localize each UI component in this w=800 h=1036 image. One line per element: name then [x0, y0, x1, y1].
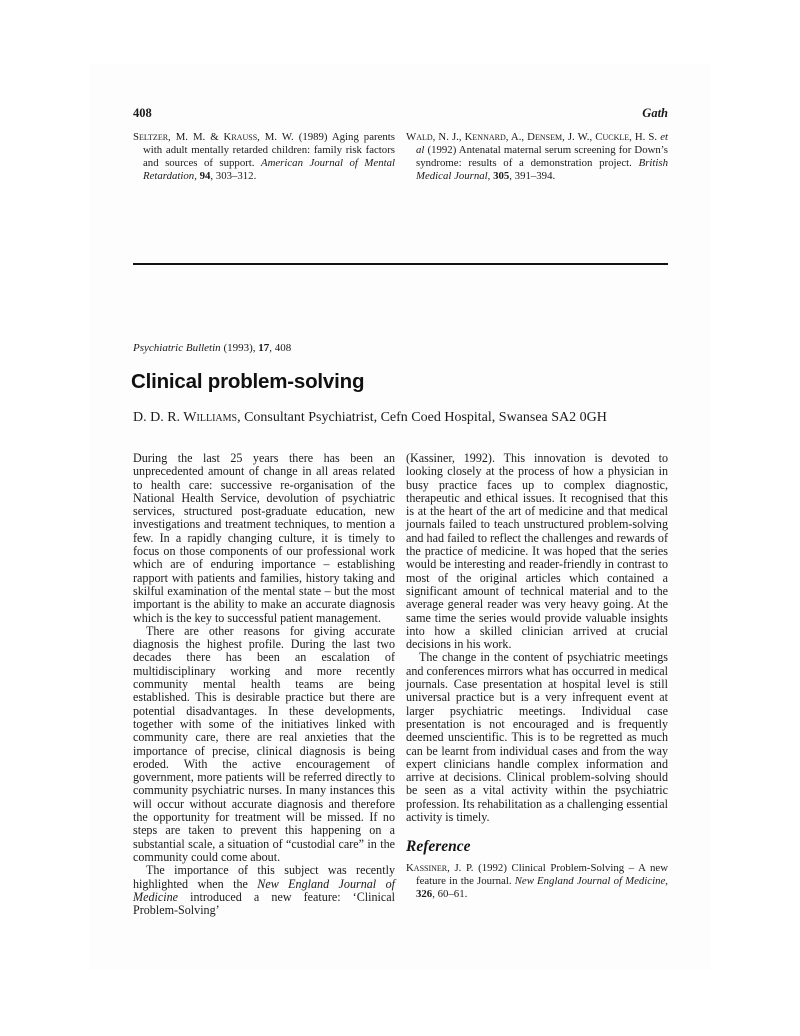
reference-entry: Seltzer, M. M. & Krauss, M. W. (1989) Aging parents with adult mentally retarded children: family risk factors and sources of support. American Journal of Mental Retardation, 94, 303–312.: [133, 131, 395, 182]
article-byline: D. D. R. Williams, Consultant Psychiatrist, Cefn Coed Hospital, Swansea SA2 0GH: [133, 410, 607, 425]
paragraph: The change in the content of psychiatric meetings and conferences mirrors what has occurred in medical journals. Case presentation at hospital level is still universal practice but is a very infrequent event at larger psychiatric meetings. Individual case presentation is not encouraged and is frequently deemed unscientific. This is to be regretted as much can be learnt from individual cases and from the way expert clinicians handle complex information and arrive at decisions. Clinical problem-solving should be seen as a vital activity within the psychiatric profession. Its rehabilitation as a challenging essential activity is timely.: [406, 650, 668, 825]
article-title: Clinical problem-solving: [131, 370, 365, 393]
body-column-right: [406, 452, 668, 917]
page-header: [133, 106, 668, 120]
paragraph: (Kassiner, 1992). This innovation is devoted to looking closely at the process of how a physician in busy practice faces up to complex diagnostic, therapeutic and ethical issues. It recognised that this is at the heart of the art of medicine and that medical journals failed to teach unstructured problem-solving and had failed to reflect the challenges and rewards of the practice of medicine. It was hoped that the series would be interesting and reader-friendly in contrast to most of the original articles which contained a significant amount of technical material and to the average general reader was very heavy going. At the same time the series would provide valuable insights into how a skilled clinician arrived at crucial decisions in his work.: [406, 451, 668, 652]
body-column-left: [133, 452, 395, 917]
reference-entry: Kassiner, J. P. (1992) Clinical Problem-Solving – A new feature in the Journal. New England Journal of Medicine, 326, 60–61.: [406, 862, 668, 901]
running-head: Gath: [642, 106, 668, 120]
page-number: 408: [133, 106, 152, 120]
paragraph: The importance of this subject was recently highlighted when the New England Journal of Medicine introduced a new feature: ‘Clinical Problem-Solving’: [133, 863, 395, 918]
journal-citation: Psychiatric Bulletin (1993), 17, 408: [133, 342, 292, 354]
paragraph: There are other reasons for giving accurate diagnosis the highest profile. During the last two decades there has been an escalation of multidisciplinary working and more recently community mental health teams are being established. This is desirable practice but there are potential disadvantages. In these developments, together with some of the initiatives linked with community care, there are real anxieties that the importance of precise, clinical diagnosis is being eroded. With the active encouragement of government, more patients will be referred directly to community psychiatric nurses. In many instances this will occur without accurate diagnosis and therefore the opportunity for treatment will be missed. If no steps are taken to prevent this happening on a substantial scale, a situation of “custodial care” in the community could come about.: [133, 623, 395, 864]
section-divider-rule: [133, 263, 668, 265]
reference-section-heading: Reference: [406, 838, 471, 856]
article-body: [133, 452, 668, 917]
reference-entry: Wald, N. J., Kennard, A., Densem, J. W., Cuckle, H. S. et al (1992) Antenatal maternal serum screening for Down’s syndrome: results of a demonstration project. British Medical Journal, 305, 391–394.: [406, 131, 668, 182]
top-references: [133, 131, 668, 183]
paragraph: During the last 25 years there has been an unprecedented amount of change in all areas related to health care: successive re-organisation of the National Health Service, devolution of psychiatric services, structured post-graduate education, new investigations and treatment techniques, to mention a few. In a rapidly changing culture, it is timely to focus on those components of our professional work which are of enduring importance – establishing rapport with patients and families, history taking and skilful examination of the mental state – but the most important is the ability to make an accurate diagnosis which is the key to successful patient management.: [133, 451, 395, 625]
